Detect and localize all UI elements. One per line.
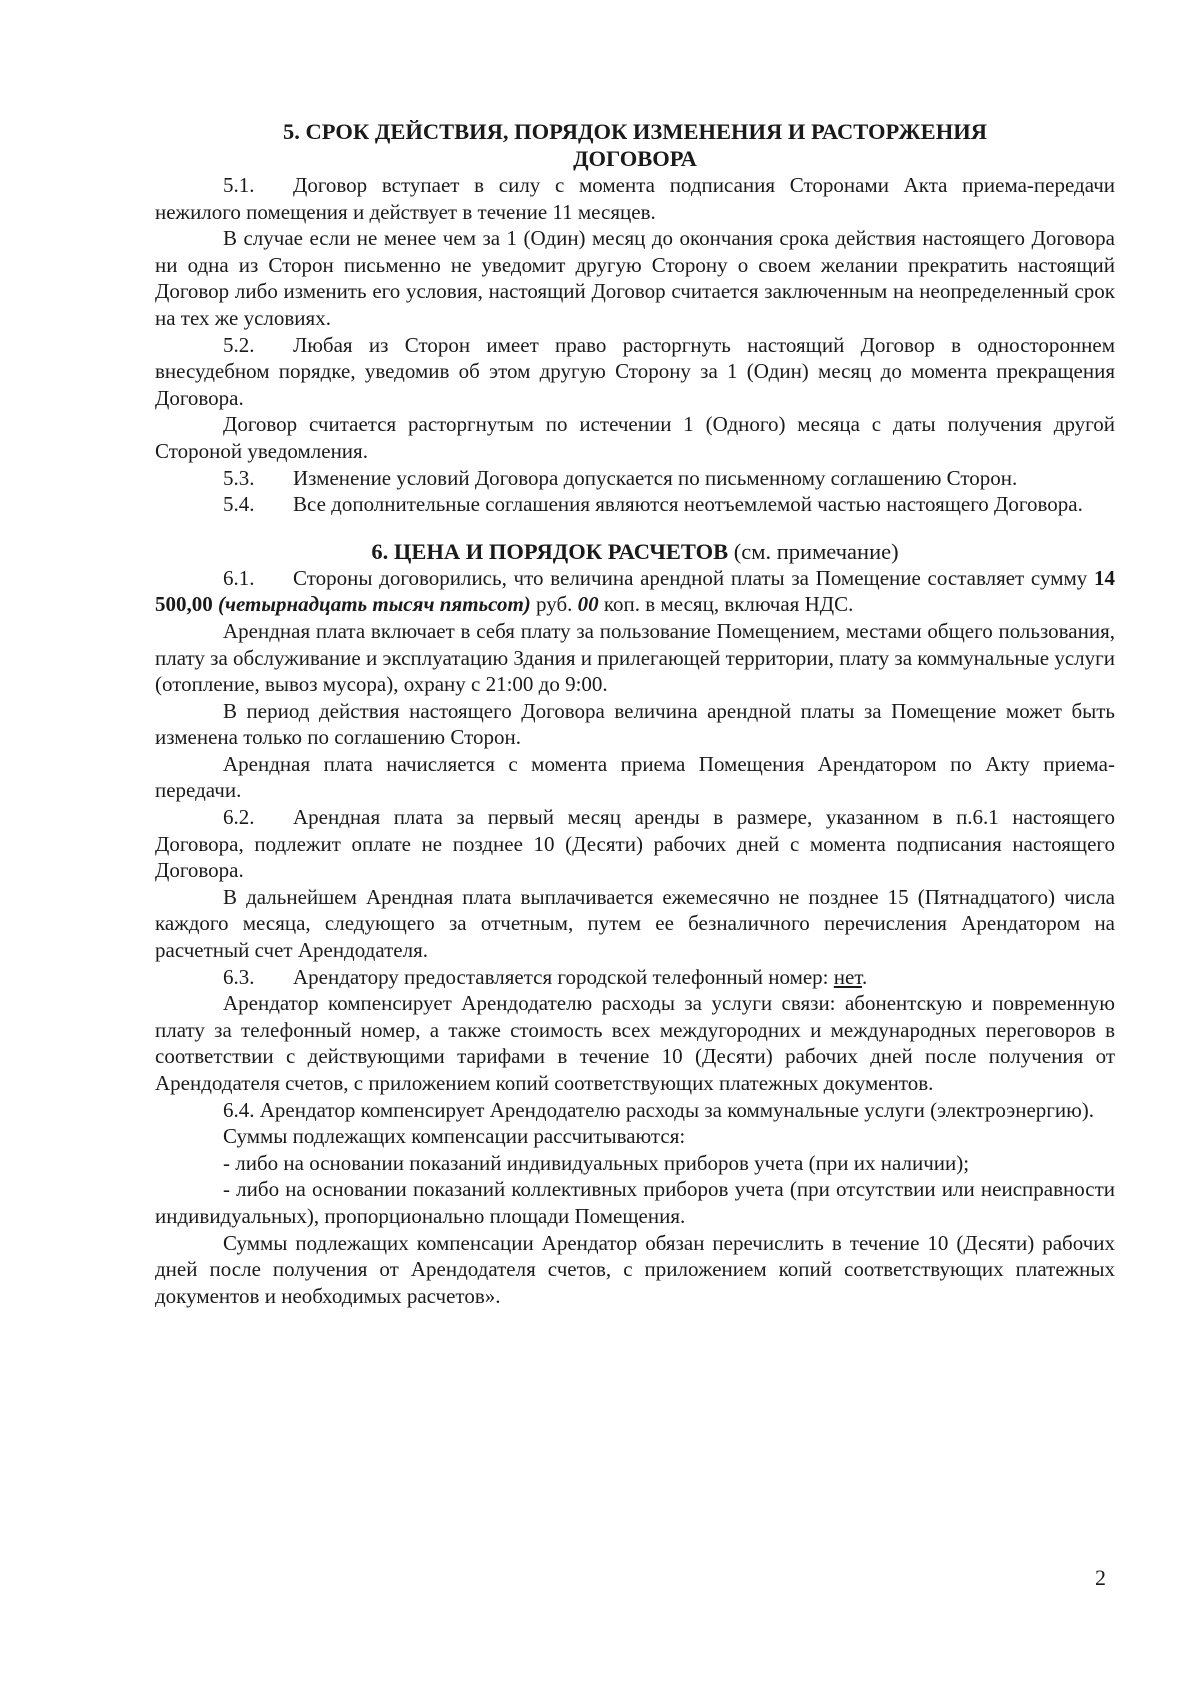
clause-6-3-continuation: Арендатор компенсирует Арендодателю расходы за услуги связи: абонентскую и повременную плату за телефонный номер, а также стоимость всех междугородних и международных переговоров в соответствии с действующими тарифами в течение 10 (Десяти) рабочих дней после получения от Арендодателя счетов, с приложением копий соответствующих платежных документов. — [155, 991, 1115, 1095]
clause-5-2 — [155, 332, 1115, 412]
clause-5-1 — [155, 172, 1115, 225]
clause-text: Арендная плата за первый месяц аренды в размере, указанном в п.6.1 настоящего Договора, подлежит оплате не позднее 10 (Десяти) рабочих дней с момента подписания настоящего Договора. — [155, 805, 1115, 883]
section-5-heading-line1: 5. СРОК ДЕЙСТВИЯ, ПОРЯДОК ИЗМЕНЕНИЯ И РАСТОРЖЕНИЯ — [283, 119, 987, 144]
clause-number: 6.3. — [223, 964, 255, 989]
clause-text: Любая из Сторон имеет право расторгнуть настоящий Договор в одностороннем внесудебном порядке, уведомив об этом другую Сторону за 1 (Один) месяц до момента прекращения Договора. — [155, 332, 1115, 410]
clause-text-end: коп. в месяц, включая НДС. — [598, 592, 854, 617]
clause-number: 5.4. — [223, 492, 255, 517]
section-5-heading — [155, 118, 1115, 172]
kop-amount: 00 — [577, 592, 599, 617]
clause-number: 6.2. — [223, 805, 255, 830]
clause-6-1 — [155, 565, 1115, 618]
clause-text: Договор вступает в силу с момента подписания Сторонами Акта приема-передачи нежилого помещения и действует в течение 11 месяцев. — [155, 173, 1115, 224]
clause-6-4-b: - либо на основании показаний индивидуальных приборов учета (при их наличии); — [223, 1150, 970, 1175]
clause-6-1-b: В период действия настоящего Договора величина арендной платы за Помещение может быть изменена только по соглашению Сторон. — [155, 698, 1115, 750]
clause-number: 6.1. — [223, 565, 255, 590]
document-body — [155, 118, 1115, 1309]
clause-text: Все дополнительные соглашения являются неотъемлемой частью настоящего Договора. — [293, 492, 1083, 517]
clause-6-1-c: Арендная плата начисляется с момента приема Помещения Арендатором по Акту приема-передачи. — [155, 751, 1115, 803]
page-number: 2 — [1095, 1565, 1106, 1590]
section-6-title: 6. ЦЕНА И ПОРЯДОК РАСЧЕТОВ — [371, 538, 729, 564]
clause-text: Стороны договорились, что величина арендной платы за Помещение составляет сумму — [293, 565, 1094, 590]
clause-text: Арендатору предоставляется городской телефонный номер: — [293, 964, 834, 989]
section-6-note: (см. примечание) — [733, 538, 899, 564]
phone-number-value: нет — [833, 964, 862, 989]
rent-amount-words: (четырнадцать тысяч пятьсот) — [218, 592, 531, 617]
clause-6-4: 6.4. Арендатор компенсирует Арендодателю расходы за коммунальные услуги (электроэнергию). — [223, 1097, 1095, 1122]
rub-label: руб. — [530, 592, 578, 617]
section-5-heading-line2: ДОГОВОРА — [573, 146, 697, 171]
clause-6-3 — [155, 964, 1115, 991]
clause-number: 5.3. — [223, 465, 255, 490]
clause-5-2-continuation: Договор считается расторгнутым по истечении 1 (Одного) месяца с даты получения другой Стороной уведомления. — [155, 412, 1115, 463]
clause-number: 5.2. — [223, 332, 255, 357]
clause-5-1-continuation: В случае если не менее чем за 1 (Один) месяц до окончания срока действия настоящего Договора ни одна из Сторон письменно не уведомит другую Сторону о своем желании прекратить настоящий Договор либо изменить его условия, настоящий Договор считается заключенным на неопределенный срок на тех же условиях. — [155, 226, 1115, 330]
section-6-heading — [155, 538, 1115, 565]
clause-text-end: . — [861, 964, 868, 989]
clause-6-4-d: Суммы подлежащих компенсации Арендатор обязан перечислить в течение 10 (Десяти) рабочих дней после получения от Арендодателя счетов, с приложением копий соответствующих платежных документов и необходимых расчетов». — [155, 1230, 1115, 1308]
clause-5-4 — [155, 491, 1115, 518]
clause-6-2-continuation: В дальнейшем Арендная плата выплачивается ежемесячно не позднее 15 (Пятнадцатого) числа каждого месяца, следующего за отчетным, путем ее безналичного перечисления Арендатором на расчетный счет Арендодателя. — [155, 884, 1115, 963]
rent-amount: 14 500,00 — [155, 565, 1115, 617]
clause-6-1-a: Арендная плата включает в себя плату за пользование Помещением, местами общего пользования, плату за обслуживание и эксплуатацию Здания и прилегающей территории, плату за коммунальные услуги (отопление, вывоз мусора), охрану с 21:00 до 9:00. — [155, 618, 1115, 697]
clause-6-2 — [155, 804, 1115, 884]
clause-5-3 — [155, 465, 1115, 492]
clause-text: Изменение условий Договора допускается по письменному соглашению Сторон. — [293, 465, 1018, 490]
clause-number: 5.1. — [223, 173, 255, 197]
clause-6-4-a: Суммы подлежащих компенсации рассчитываются: — [223, 1124, 686, 1149]
clause-6-4-c: - либо на основании показаний коллективных приборов учета (при отсутствии или неисправности индивидуальных), пропорционально площади Помещения. — [155, 1177, 1115, 1228]
